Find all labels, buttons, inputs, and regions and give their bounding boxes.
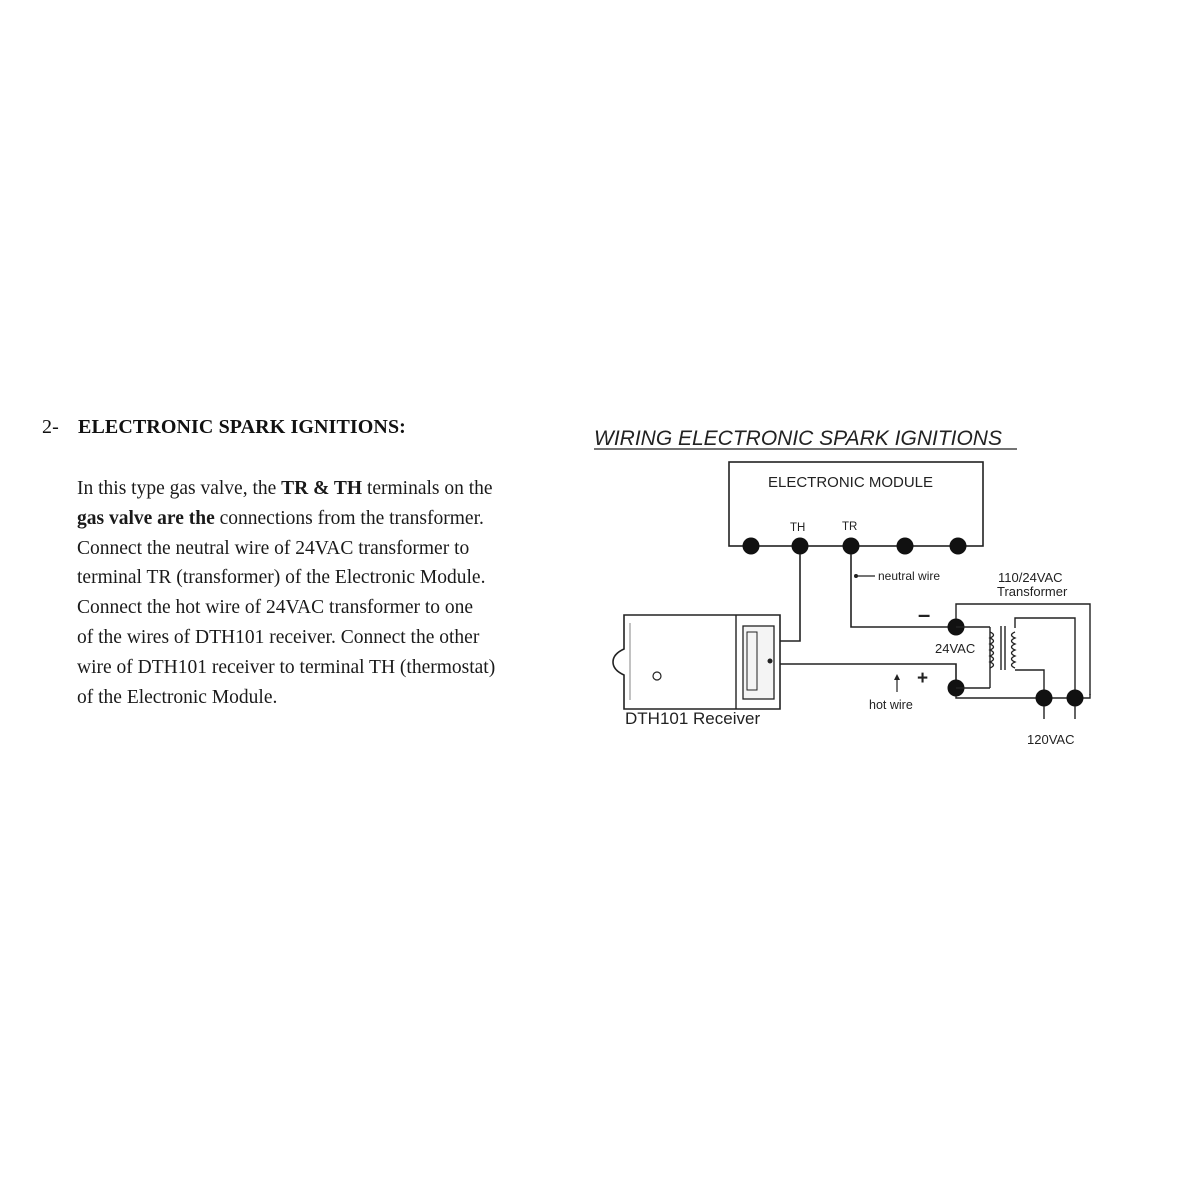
neutral-wire-label: neutral wire [878,569,941,583]
transformer-label-line1: 110/24VAC [998,570,1063,585]
bold-text-run: gas valve are the [77,507,215,529]
neutral-wire [851,554,956,627]
dth101-receiver [613,615,780,728]
text-run: terminals on the [362,478,493,499]
paragraph-line-8: of the Electronic Module. [77,686,278,708]
electronic-module-label: ELECTRONIC MODULE [768,474,934,491]
neutral-wire-arrow-dot [854,574,858,578]
transformer-minus-sign: – [918,602,931,627]
transformer-plus-sign: + [917,668,929,689]
paragraph-line-6: of the wires of DTH101 receiver. Connect the other [77,626,480,648]
hot-wire-arrowhead [894,674,900,680]
transformer-label-line2: Transformer [997,584,1068,599]
terminal-tr-label: TR [842,521,858,533]
bold-text-run: TR & TH [281,478,363,499]
paragraph-line-3: Connect the neutral wire of 24VAC transformer to [77,537,470,559]
primary-lead-a [1015,618,1075,698]
receiver-label: DTH101 Receiver [625,709,761,728]
diagram-title: WIRING ELECTRONIC SPARK IGNITIONS [594,427,1002,450]
paragraph-line-7: wire of DTH101 receiver to terminal TH (thermostat) [77,656,496,678]
vac24-label: 24VAC [935,641,976,656]
hot-wire [780,664,956,688]
module-terminal-th [792,538,809,555]
primary-coil [1012,632,1016,668]
text-run: connections from the transformer. [214,507,484,529]
module-terminal-5 [950,538,967,555]
section-title: ELECTRONIC SPARK IGNITIONS: [78,416,406,438]
terminal-th-label: TH [790,522,806,534]
vac120-label: 120VAC [1027,732,1075,747]
paragraph-line-4: terminal TR (transformer) of the Electronic Module. [77,567,486,589]
vac120-terminal-left [1036,690,1053,707]
section-number: 2- [42,416,59,438]
vac120-terminal-right [1067,690,1084,707]
module-terminal-1 [743,538,760,555]
text-run: In this type gas valve, the [77,478,282,499]
paragraph-line-5: Connect the hot wire of 24VAC transformer to one [77,597,474,619]
module-terminal-4 [897,538,914,555]
transformer [917,570,1090,698]
module-terminal-tr [843,538,860,555]
hot-wire-label: hot wire [869,698,913,712]
secondary-coil [990,632,994,668]
receiver-terminal-dot [768,659,773,664]
th-wire [780,554,800,641]
